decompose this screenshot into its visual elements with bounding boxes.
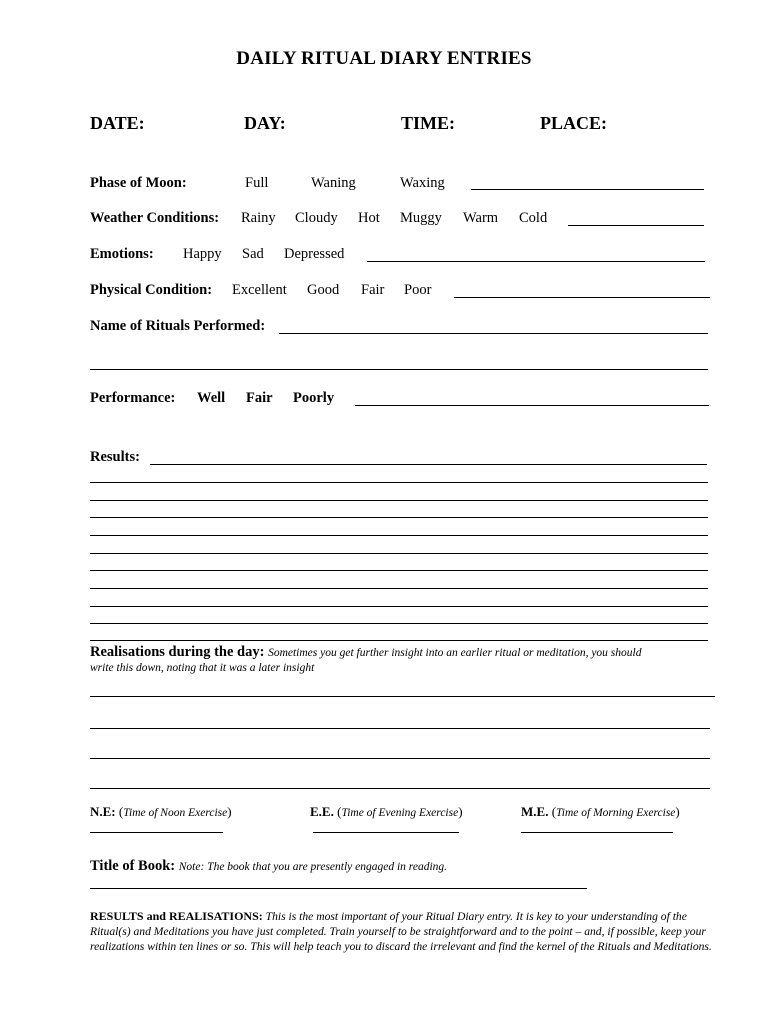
physical-option-excellent[interactable]: Excellent: [232, 282, 287, 298]
moon-label: Phase of Moon:: [90, 175, 187, 191]
physical-row: [90, 282, 720, 302]
emotions-row: [90, 246, 720, 266]
moon-option-full[interactable]: Full: [245, 175, 269, 191]
results-line[interactable]: [90, 535, 708, 536]
place-label: PLACE:: [540, 113, 607, 133]
physical-option-poor[interactable]: Poor: [404, 282, 432, 298]
page-title: DAILY RITUAL DIARY ENTRIES: [236, 48, 532, 69]
rituals-line-1[interactable]: [279, 333, 708, 334]
results-line[interactable]: [90, 500, 708, 501]
performance-option-well[interactable]: Well: [197, 390, 226, 406]
ee-block: E.E. (Time of Evening Exercise): [310, 804, 463, 819]
ee-note: Time of Evening Exercise: [341, 807, 459, 819]
ne-block: N.E: (Time of Noon Exercise): [90, 804, 232, 819]
results-line[interactable]: [90, 570, 708, 571]
emotions-option-happy[interactable]: Happy: [183, 246, 222, 262]
performance-label: Performance:: [90, 390, 176, 406]
footer-paragraph: [90, 909, 720, 954]
footer-text: This is the most important of your Ritual Diary entry. It is key to your understanding of the Ritual(s) and Meditations you have just completed. Train yourself to be straightforward and to the point – and, if possible, keep your realizations within ten lines or so. This will help teach you to discard the irrelevant and find the kernel of the Rituals and Meditations.: [90, 910, 712, 953]
moon-option-waxing[interactable]: Waxing: [400, 175, 445, 191]
ee-label: E.E.: [310, 804, 334, 819]
book-line[interactable]: [90, 888, 587, 889]
day-label: DAY:: [244, 113, 286, 133]
weather-row: [90, 210, 720, 230]
ee-line[interactable]: [313, 832, 459, 833]
results-line[interactable]: [90, 640, 708, 641]
me-line[interactable]: [521, 832, 673, 833]
rituals-line-2[interactable]: [90, 369, 708, 370]
performance-option-fair[interactable]: Fair: [246, 390, 273, 406]
emotions-option-depressed[interactable]: Depressed: [284, 246, 345, 262]
time-label: TIME:: [401, 113, 455, 133]
date-label: DATE:: [90, 113, 145, 133]
weather-option-cloudy[interactable]: Cloudy: [295, 210, 338, 226]
results-label: Results:: [90, 449, 140, 465]
results-line[interactable]: [90, 482, 708, 483]
performance-option-poorly[interactable]: Poorly: [293, 390, 335, 406]
performance-row: [90, 390, 720, 410]
physical-other-line[interactable]: [454, 297, 710, 298]
book-heading: [90, 858, 447, 875]
moon-other-line[interactable]: [471, 189, 704, 190]
ne-note: Time of Noon Exercise: [123, 807, 228, 819]
physical-option-fair[interactable]: Fair: [361, 282, 385, 298]
emotions-other-line[interactable]: [367, 261, 705, 262]
results-line[interactable]: [90, 606, 708, 607]
results-line[interactable]: [150, 464, 707, 465]
physical-option-good[interactable]: Good: [307, 282, 340, 298]
realisations-note-2: write this down, noting that it was a later insight: [90, 662, 315, 674]
results-line[interactable]: [90, 588, 708, 589]
emotions-option-sad[interactable]: Sad: [242, 246, 264, 262]
results-line[interactable]: [90, 517, 708, 518]
book-note: Note: The book that you are presently engaged in reading.: [178, 861, 448, 873]
moon-row: [90, 175, 720, 195]
me-block: M.E. (Time of Morning Exercise): [521, 804, 680, 819]
weather-option-muggy[interactable]: Muggy: [400, 210, 442, 226]
realisations-note-1: Sometimes you get further insight into an earlier ritual or meditation, you should: [268, 647, 642, 659]
performance-other-line[interactable]: [355, 405, 709, 406]
ne-line[interactable]: [90, 832, 223, 833]
me-label: M.E.: [521, 804, 549, 819]
me-note: Time of Morning Exercise: [556, 807, 676, 819]
weather-other-line[interactable]: [568, 225, 704, 226]
realisations-line[interactable]: [90, 758, 710, 759]
ne-label: N.E:: [90, 804, 116, 819]
results-line[interactable]: [90, 553, 708, 554]
realisations-line[interactable]: [90, 728, 710, 729]
weather-option-rainy[interactable]: Rainy: [241, 210, 276, 226]
weather-label: Weather Conditions:: [90, 210, 220, 226]
physical-label: Physical Condition:: [90, 282, 213, 298]
realisations-line[interactable]: [90, 696, 715, 697]
moon-option-waning[interactable]: Waning: [311, 175, 356, 191]
realisations-label: Realisations during the day:: [90, 644, 265, 660]
realisations-line[interactable]: [90, 788, 710, 789]
emotions-label: Emotions:: [90, 246, 154, 262]
footer-label: RESULTS and REALISATIONS:: [90, 909, 263, 923]
book-label: Title of Book:: [90, 858, 176, 874]
results-line[interactable]: [90, 623, 708, 624]
weather-option-hot[interactable]: Hot: [358, 210, 380, 226]
weather-option-warm[interactable]: Warm: [463, 210, 499, 226]
rituals-label: Name of Rituals Performed:: [90, 318, 266, 334]
realisations-heading: [90, 644, 641, 661]
weather-option-cold[interactable]: Cold: [519, 210, 548, 226]
